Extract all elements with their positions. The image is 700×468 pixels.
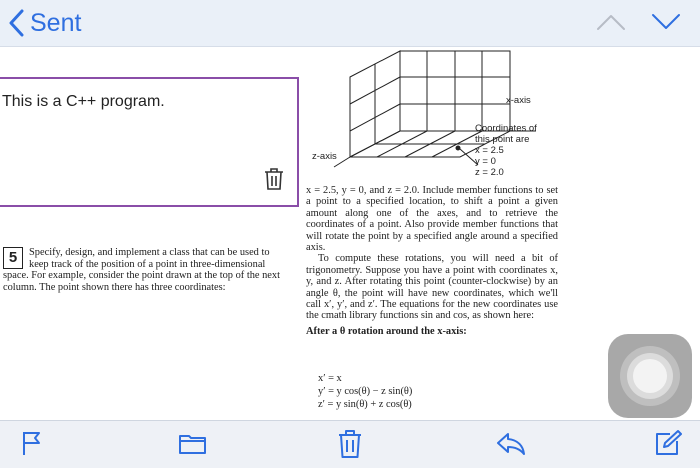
chevron-left-icon: [8, 9, 24, 37]
reply-button[interactable]: [496, 429, 526, 462]
delete-note-button[interactable]: [264, 167, 284, 196]
equation: x′ = x: [318, 373, 342, 384]
paragraph: To compute these rotations, you will need a bit of trigonometry. Suppose you have a point with coordinates x, y, and z. After rotating this point (counter-clockwise) by an angle θ, the point will have new coordinates, which we'll call x′, y′, and z′. The equations for the new coordinates use the cmath library functions sin and cos, as shown here:: [306, 253, 558, 322]
note-text: This is a C++ program.: [2, 93, 165, 110]
trash-icon: [264, 167, 284, 191]
trash-icon: [338, 429, 362, 459]
x-axis-label: x-axis: [506, 95, 531, 106]
right-column-text: [306, 185, 558, 337]
previous-message-button[interactable]: [596, 12, 626, 37]
exercise-number: 5: [3, 247, 23, 269]
paragraph: x = 2.5, y = 0, and z = 2.0. Include member functions to set a point to a specified location, to shift a point a given amount along one of the axes, and to retrieve the coordinates of a point. Also provide member functions that will rotate the point by a specified angle around a specified axis.: [306, 185, 558, 254]
assistive-touch-button[interactable]: [608, 334, 692, 418]
z-axis-label: z-axis: [312, 151, 337, 162]
caption-line: this point are: [475, 134, 530, 145]
bottom-toolbar: [0, 420, 700, 468]
nav-bar: [0, 0, 700, 47]
move-to-folder-button[interactable]: [178, 429, 208, 462]
flag-button[interactable]: [20, 429, 44, 462]
attachment-image: [0, 47, 700, 419]
equation: z′ = y sin(θ) + z cos(θ): [318, 399, 412, 410]
exercise-body: Specify, design, and implement a class that can be used to keep track of the position of a point in three-dimensional space. For example, consider the point drawn at the top of the next column. The point shown there has three coordinates:: [3, 247, 281, 293]
compose-button[interactable]: [654, 429, 682, 462]
point-marker: [456, 146, 461, 151]
coord-y: y = 0: [475, 156, 496, 167]
delete-message-button[interactable]: [338, 429, 362, 464]
chevron-up-icon: [596, 12, 626, 32]
back-button[interactable]: [8, 5, 81, 41]
compose-icon: [654, 429, 682, 457]
exercise-text: [3, 247, 285, 293]
coordinates-caption: [475, 123, 537, 178]
equation: y′ = y cos(θ) − z sin(θ): [318, 386, 413, 397]
next-message-button[interactable]: [651, 12, 681, 37]
rotation-heading: After a θ rotation around the x-axis:: [306, 325, 467, 337]
reply-icon: [496, 429, 526, 457]
coord-x: x = 2.5: [475, 145, 504, 156]
flag-icon: [20, 429, 44, 457]
folder-icon: [178, 429, 208, 457]
back-label: Sent: [30, 8, 82, 37]
chevron-down-icon: [651, 12, 681, 32]
note-annotation[interactable]: [0, 77, 299, 207]
caption-line: Coordinates of: [475, 123, 537, 134]
coord-z: z = 2.0: [475, 167, 504, 178]
